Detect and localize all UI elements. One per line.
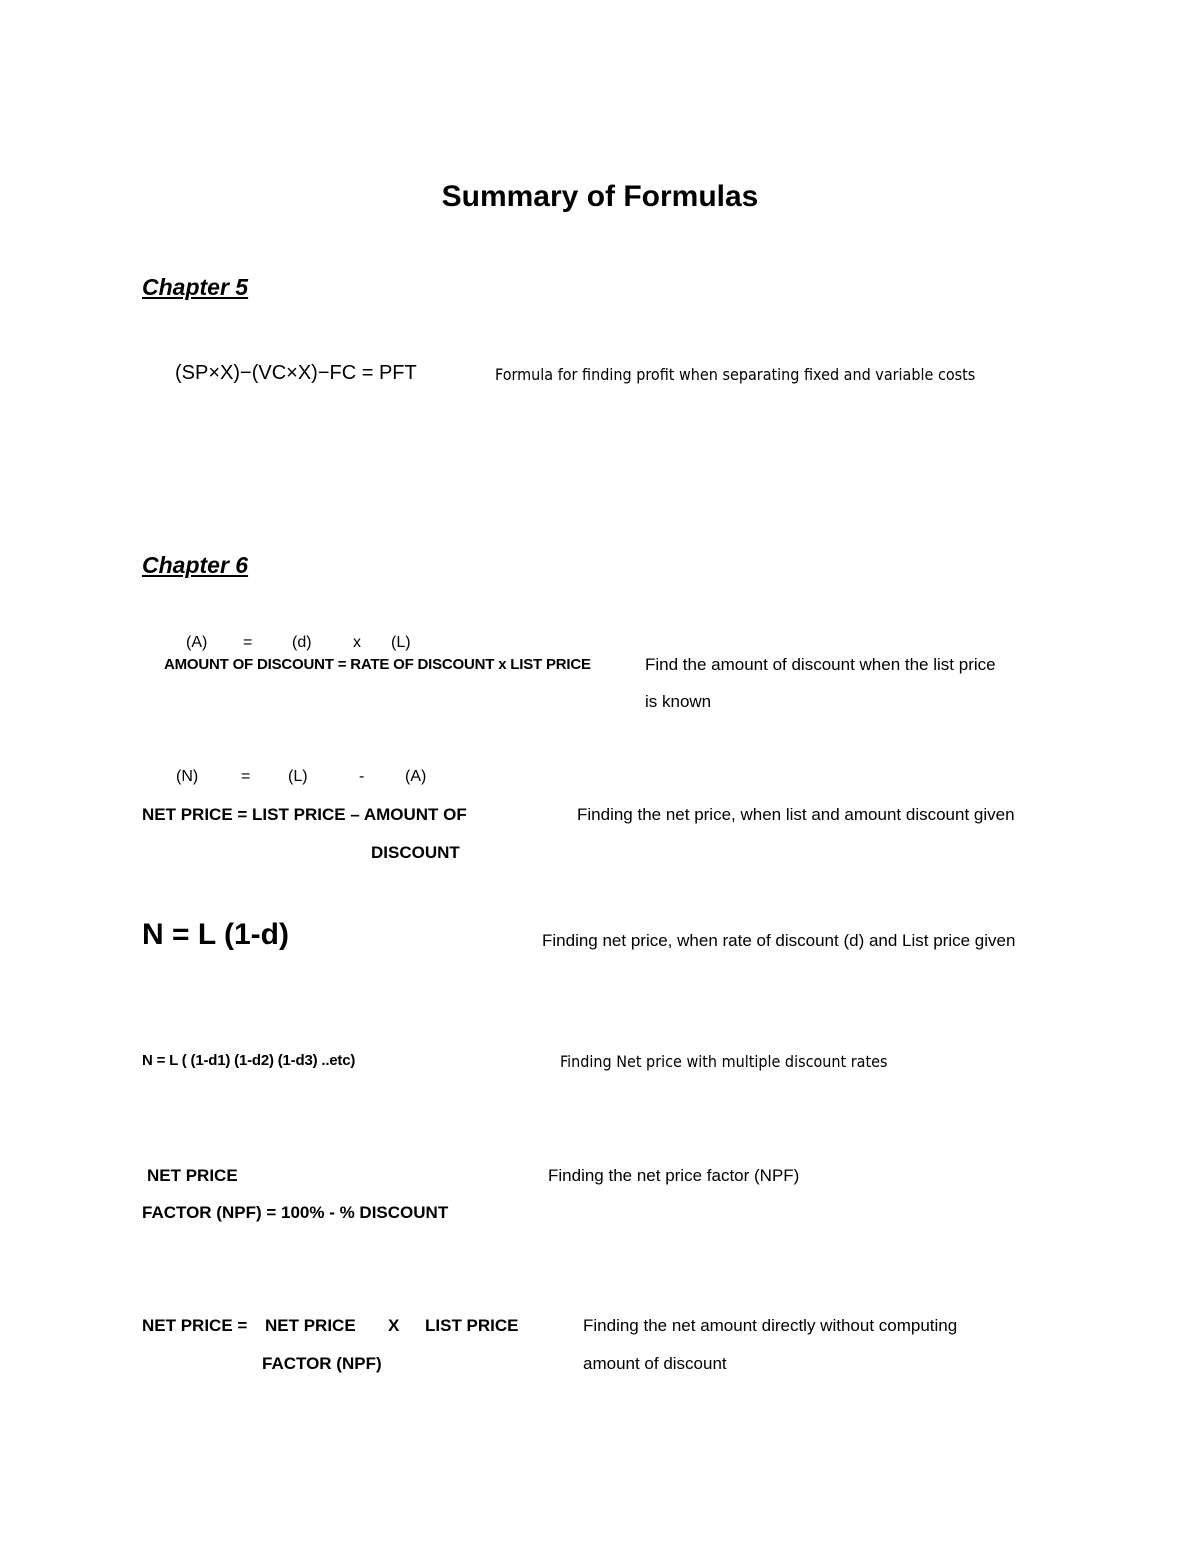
net-price-desc: Finding the net price, when list and amount discount given <box>577 805 1015 824</box>
net-price-rate-desc: Finding net price, when rate of discount (d) and List price given <box>542 931 1016 950</box>
symbol-n: (N) <box>176 768 199 785</box>
amount-of-discount-formula: AMOUNT OF DISCOUNT = RATE OF DISCOUNT x LIST PRICE <box>164 656 591 673</box>
direct-desc-line1: Finding the net amount directly without computing <box>583 1316 958 1335</box>
profit-formula-note: Formula for finding profit when separating fixed and variable costs <box>495 365 976 384</box>
multiple-discount-desc: Finding Net price with multiple discount rates <box>560 1052 888 1071</box>
npf-formula-line2: FACTOR (NPF) = 100% - % DISCOUNT <box>142 1203 449 1222</box>
multiple-discount-formula: N = L ( (1-d1) (1-d2) (1-d3) ..etc) <box>142 1052 356 1069</box>
direct-npf-line2: FACTOR (NPF) <box>262 1354 382 1373</box>
direct-list-price: LIST PRICE <box>425 1316 519 1335</box>
symbol-l: (L) <box>391 634 411 651</box>
profit-formula: (SP×X)−(VC×X)−FC = PFT <box>175 362 417 384</box>
direct-desc-line2: amount of discount <box>583 1354 727 1373</box>
symbol-d: (d) <box>292 634 312 651</box>
symbol-equals: = <box>241 768 251 785</box>
chapter-6-heading: Chapter 6 <box>142 552 249 578</box>
symbol-a: (A) <box>405 768 427 785</box>
net-price-rate-formula: N = L (1-d) <box>142 918 289 951</box>
symbol-times: x <box>353 634 361 651</box>
amount-of-discount-desc-line1: Find the amount of discount when the list price <box>645 655 996 674</box>
net-price-formula-line1: NET PRICE = LIST PRICE – AMOUNT OF <box>142 805 467 824</box>
direct-npf-line1: NET PRICE <box>265 1316 356 1335</box>
npf-desc: Finding the net price factor (NPF) <box>548 1166 800 1185</box>
page-title: Summary of Formulas <box>441 180 759 213</box>
amount-of-discount-desc-line2: is known <box>645 692 712 711</box>
symbol-minus: - <box>359 768 365 785</box>
npf-formula-line1: NET PRICE <box>147 1166 238 1185</box>
symbol-a: (A) <box>186 634 208 651</box>
symbol-l: (L) <box>288 768 308 785</box>
chapter-5-heading: Chapter 5 <box>142 274 249 300</box>
symbol-equals: = <box>243 634 253 651</box>
direct-times: X <box>388 1316 400 1335</box>
net-price-formula-line2: DISCOUNT <box>371 843 460 862</box>
direct-net-price-lhs: NET PRICE = <box>142 1316 248 1335</box>
